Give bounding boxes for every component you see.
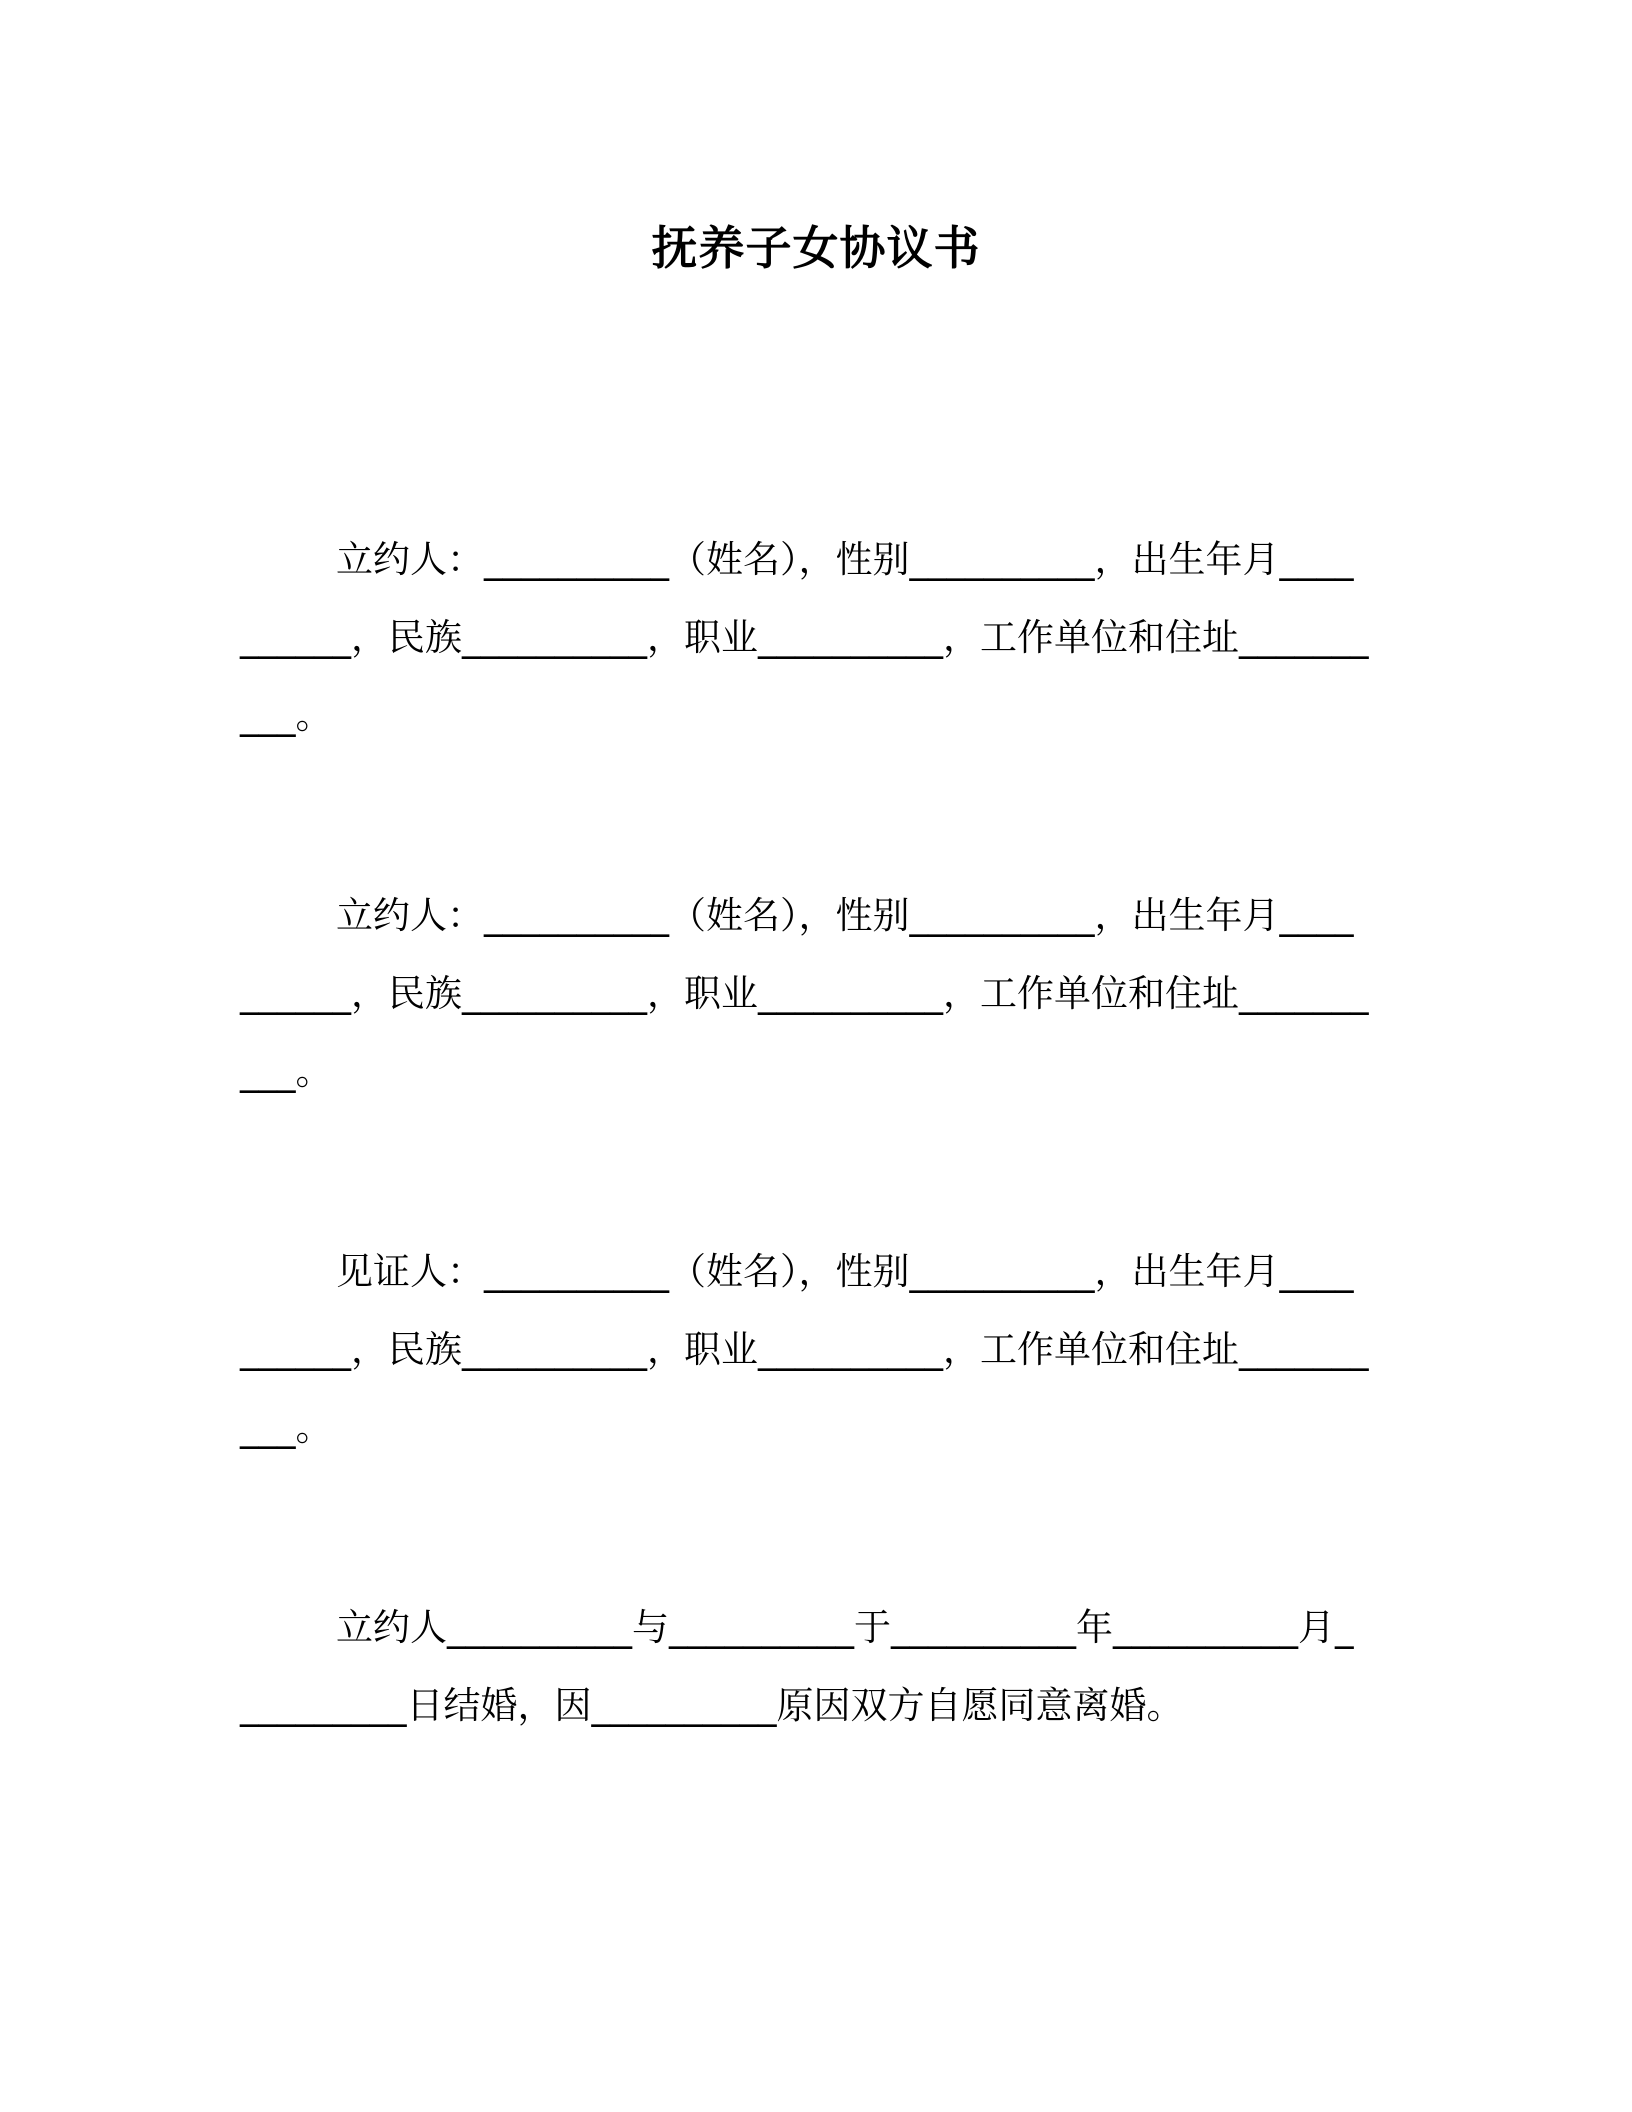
witness-paragraph: 见证人：__________（姓名），性别__________，出生年月__________，民族__________，职业__________，工作单位和住址__________。 [240,1250,1369,1449]
party-a-paragraph: 立约人：__________（姓名），性别__________，出生年月__________，民族__________，职业__________，工作单位和住址__________。 [240,538,1369,737]
marriage-paragraph: 立约人__________与__________于__________年__________月__________日结婚，因__________原因双方自愿同意离婚。 [240,1606,1354,1727]
party-b-paragraph: 立约人：__________（姓名），性别__________，出生年月__________，民族__________，职业__________，工作单位和住址__________。 [240,894,1369,1093]
document-title: 抚养子女协议书 [651,221,981,275]
